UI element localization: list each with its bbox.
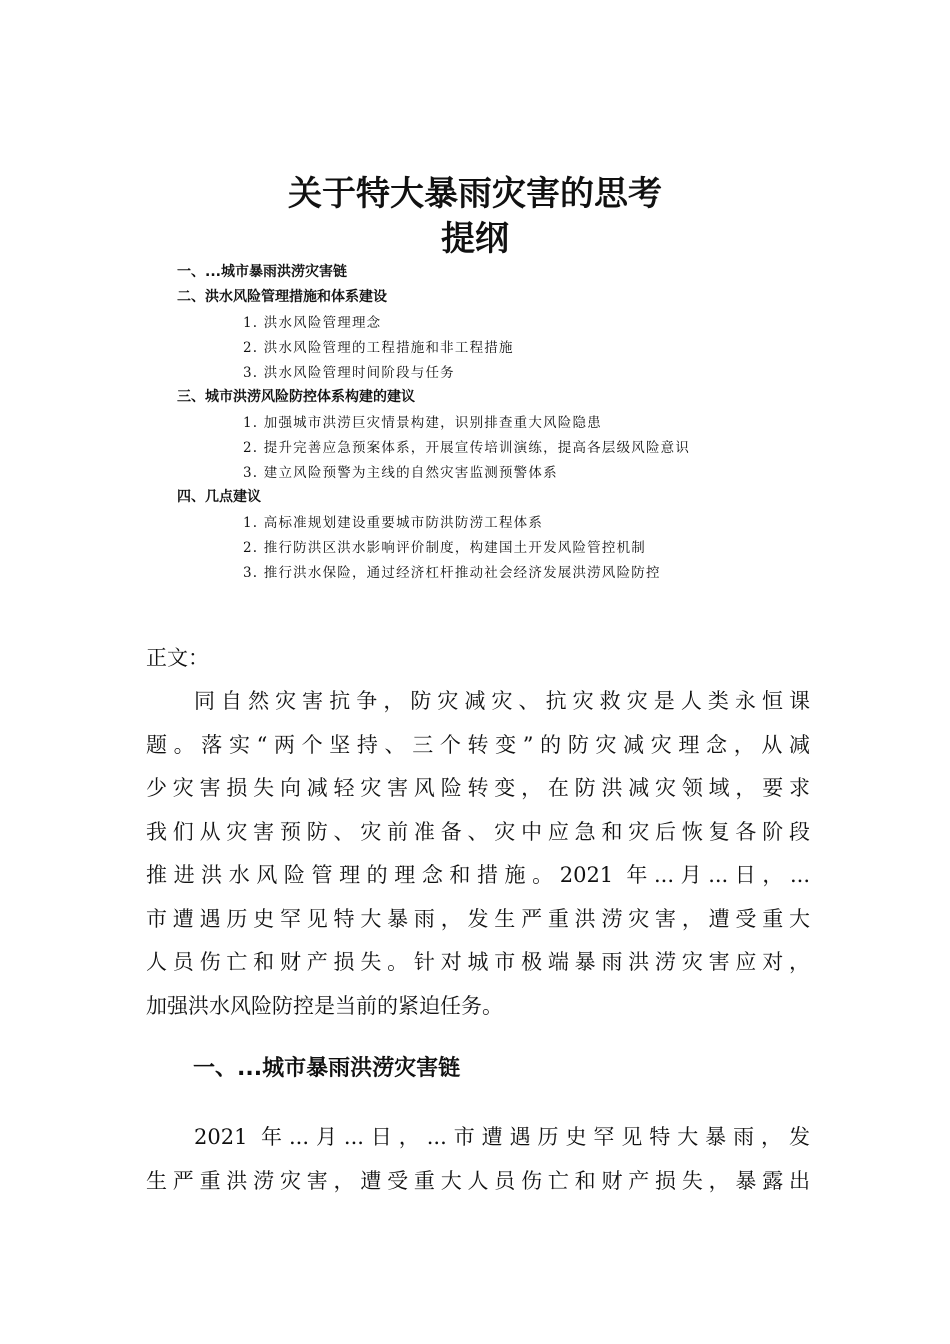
outline-item: 3. 推行洪水保险，通过经济杠杆推动社会经济发展洪涝风险防控: [243, 565, 661, 581]
outline-item: 1. 洪水风险管理理念: [243, 315, 382, 331]
paragraph-line: 生严重洪涝灾害，遭受重大人员伤亡和财产损失，暴露出: [146, 1169, 810, 1193]
outline-item: 3. 建立风险预警为主线的自然灾害监测预警体系: [243, 465, 558, 481]
outline-item: 3. 洪水风险管理时间阶段与任务: [243, 365, 455, 381]
outline-heading-3: 三、城市洪涝风险防控体系构建的建议: [177, 389, 415, 405]
paragraph-line: 题。落实“两个坚持、三个转变”的防灾减灾理念，从减: [146, 733, 810, 757]
body-label: 正文：: [146, 646, 209, 670]
paragraph-line: 2021 年...月...日，...市遭遇历史罕见特大暴雨，发: [194, 1125, 810, 1149]
outline-item: 2. 推行防洪区洪水影响评价制度，构建国土开发风险管控机制: [243, 540, 646, 556]
paragraph-line: 同自然灾害抗争，防灾减灾、抗灾救灾是人类永恒课: [194, 689, 810, 713]
outline-heading-4: 四、几点建议: [177, 489, 261, 505]
outline-heading-2: 二、洪水风险管理措施和体系建设: [177, 289, 387, 305]
outline-item: 2. 提升完善应急预案体系，开展宣传培训演练，提高各层级风险意识: [243, 440, 691, 456]
outline-item: 1. 加强城市洪涝巨灾情景构建，识别排查重大风险隐患: [243, 415, 602, 431]
paragraph-line: 推进洪水风险管理的理念和措施。2021 年...月...日，...: [146, 863, 810, 887]
outline-item: 1. 高标准规划建设重要城市防洪防涝工程体系: [243, 515, 544, 531]
paragraph-line: 少灾害损失向减轻灾害风险转变，在防洪减灾领域，要求: [146, 776, 810, 800]
paragraph-line: 加强洪水风险防控是当前的紧迫任务。: [146, 994, 503, 1018]
document-subtitle: 提纲: [441, 219, 509, 259]
section-heading-1: 一、...城市暴雨洪涝灾害链: [193, 1056, 461, 1081]
outline-item: 2. 洪水风险管理的工程措施和非工程措施: [243, 340, 514, 356]
paragraph-line: 人员伤亡和财产损失。针对城市极端暴雨洪涝灾害应对，: [146, 950, 810, 974]
document-title: 关于特大暴雨灾害的思考: [288, 174, 662, 214]
outline-heading-1: 一、...城市暴雨洪涝灾害链: [177, 264, 347, 280]
paragraph-line: 市遭遇历史罕见特大暴雨，发生严重洪涝灾害，遭受重大: [146, 907, 810, 931]
paragraph-line: 我们从灾害预防、灾前准备、灾中应急和灾后恢复各阶段: [146, 820, 810, 844]
